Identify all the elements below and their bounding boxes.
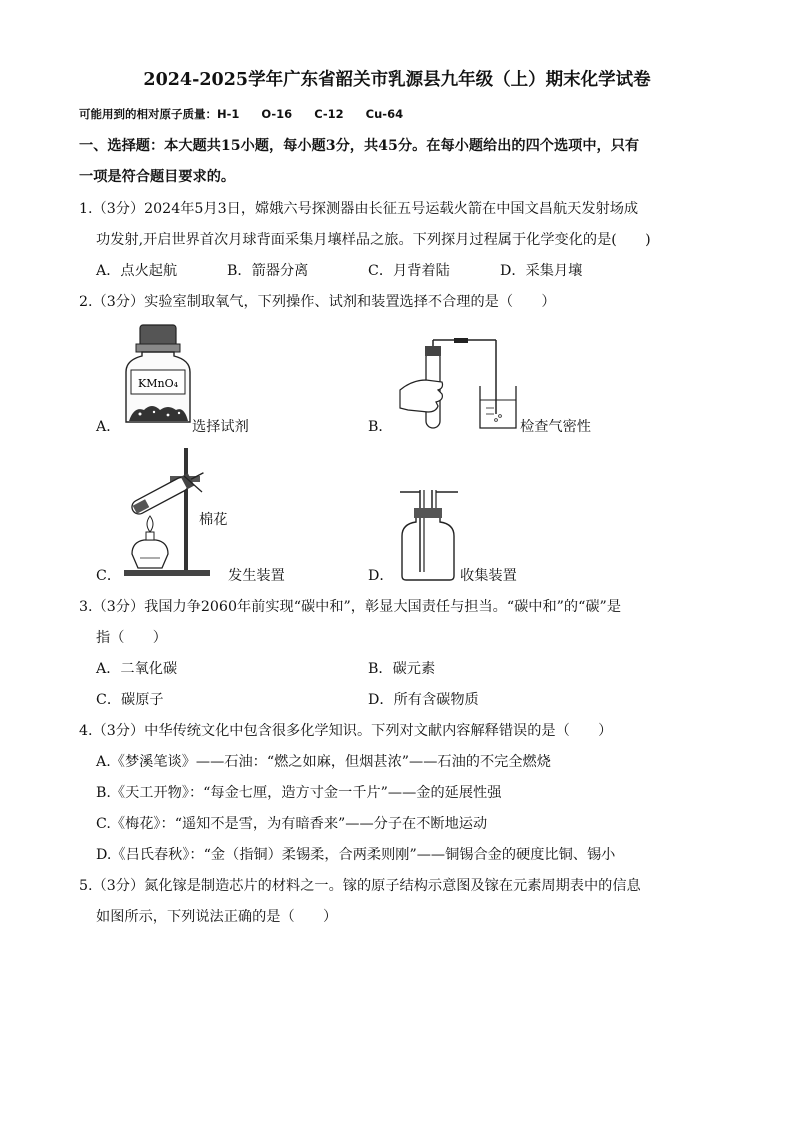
mass-c: C-12 [314, 107, 344, 121]
q4-stem: 4.（3分）中华传统文化中包含很多化学知识。下列对文献内容解释错误的是（ ） [79, 723, 613, 739]
q3-option-d: D．所有含碳物质 [368, 692, 479, 708]
q1-stem-line2: 功发射,开启世界首次月球背面采集月壤样品之旅。下列探月过程属于化学变化的是( ) [96, 232, 651, 248]
q4-option-b: B.《天工开物》：“每金七厘，造方寸金一千片”——金的延展性强 [96, 785, 502, 801]
q2-option-a-caption: 选择试剂 [192, 419, 249, 435]
q1-option-b: B．箭器分离 [227, 263, 309, 279]
q2-option-c-caption: 发生装置 [228, 568, 285, 584]
q3-stem-line2: 指（ ） [96, 630, 167, 646]
q1-option-d: D．采集月壤 [500, 263, 583, 279]
q5-stem-line1: 5.（3分）氮化镓是制造芯片的材料之一。镓的原子结构示意图及镓在元素周期表中的信息 [79, 878, 641, 894]
atomic-masses-label: 可能用到的相对原子质量： [79, 107, 217, 121]
q4-option-d: D.《吕氏春秋》：“金（指铜）柔锡柔，合两柔则刚”——铜锡合金的硬度比铜、锡小 [96, 847, 616, 863]
reagent-bottle-figure [122, 322, 194, 428]
section-heading-line1: 一、选择题：本大题共15小题，每小题3分，共45分。在每小题给出的四个选项中，只有 [79, 138, 640, 154]
q2-option-b-caption: 检查气密性 [520, 419, 591, 435]
q2-option-d-letter: D． [368, 568, 394, 584]
q2-option-b-letter: B． [368, 419, 393, 435]
q1-option-c: C．月背着陆 [368, 263, 450, 279]
q3-option-b: B．碳元素 [368, 661, 436, 677]
q3-stem-line1: 3.（3分）我国力争2060年前实现“碳中和”，彰显大国责任与担当。“碳中和”的“碳”是 [79, 599, 622, 615]
q2-option-c-letter: C． [96, 568, 122, 584]
q1-stem-line1: 1.（3分）2024年5月3日，嫦娥六号探测器由长征五号运载火箭在中国文昌航天发射场成 [79, 201, 639, 217]
q1-option-a: A．点火起航 [96, 263, 178, 279]
q2-option-a-letter: A． [96, 419, 121, 435]
page-title: 2024-2025学年广东省韶关市乳源县九年级（上）期末化学试卷 [143, 70, 651, 90]
q5-stem-line2: 如图所示，下列说法正确的是（ ） [96, 909, 338, 925]
q4-option-c: C.《梅花》：“遥知不是雪，为有暗香来”——分子在不断地运动 [96, 816, 488, 832]
kmno4-label: KMnO₄ [138, 377, 178, 390]
cotton-label: 棉花 [199, 512, 228, 528]
mass-cu: Cu-64 [365, 107, 404, 121]
section-heading-line2: 一项是符合题目要求的。 [79, 169, 236, 185]
q4-option-a: A.《梦溪笔谈》——石油：“燃之如麻，但烟甚浓”——石油的不完全燃烧 [96, 754, 551, 770]
gas-collection-bottle-figure [396, 488, 460, 582]
q2-stem: 2.（3分）实验室制取氧气，下列操作、试剂和装置选择不合理的是（ ） [79, 294, 556, 310]
atomic-masses [79, 106, 425, 122]
q2-option-d-caption: 收集装置 [460, 568, 517, 584]
q3-option-c: C．碳原子 [96, 692, 164, 708]
q3-option-a: A．二氧化碳 [96, 661, 178, 677]
mass-h: H-1 [217, 107, 240, 121]
airtightness-check-figure [398, 336, 522, 432]
mass-o: O-16 [261, 107, 293, 121]
